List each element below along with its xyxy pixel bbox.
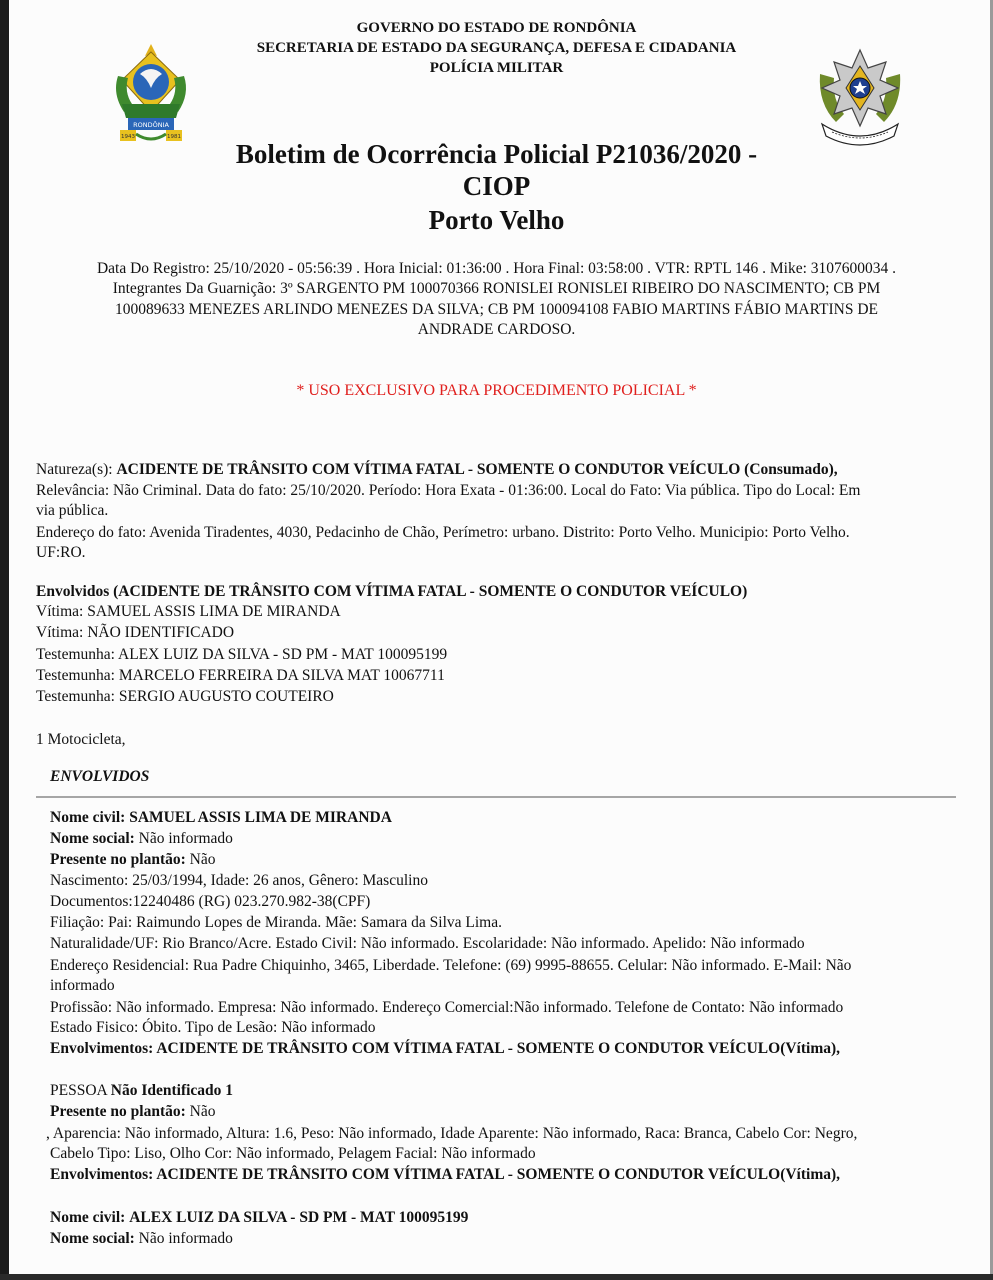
natureza-value: ACIDENTE DE TRÂNSITO COM VÍTIMA FATAL - SOMENTE O CONDUTOR VEÍCULO (Consumado), [116,461,838,478]
p3-social-line [50,1230,233,1248]
p3-name-value: ALEX LUIZ DA SILVA - SD PM - MAT 100095199 [129,1209,469,1226]
p2-plantao-value: Não [189,1103,216,1120]
p3-social-value: Não informado [138,1230,233,1247]
p1-social-line [50,830,233,848]
crest-year-1: 1943 [121,134,135,140]
p1-documents-line: Documentos:12240486 (RG) 023.270.982-38(CPF) [50,893,371,910]
p2-appearance-line: , Aparencia: Não informado, Altura: 1.6, Peso: Não informado, Idade Aparente: Não informado, Raca: Branca, Cabelo Cor: Negro, [46,1125,858,1142]
p3-name-label: Nome civil: [50,1209,126,1226]
involved-item: Testemunha: MARCELO FERREIRA DA SILVA MAT 10067711 [36,667,445,684]
p1-profession-line: Profissão: Não informado. Empresa: Não informado. Endereço Comercial:Não informado. Telefone de Contato: Não informado [50,999,844,1016]
p1-plantao-label: Presente no plantão: [50,851,186,868]
p1-name-value: SAMUEL ASSIS LIMA DE MIRANDA [129,809,392,826]
fact-address-line: Endereço do fato: Avenida Tiradentes, 4030, Pedacinho de Chão, Perímetro: urbano. Distrito: Porto Velho. Municipio: Porto Velho. [36,524,850,541]
involved-item: Vítima: SAMUEL ASSIS LIMA DE MIRANDA [36,603,341,620]
header-government: GOVERNO DO ESTADO DE RONDÔNIA [356,20,637,36]
p2-plantao-label: Presente no plantão: [50,1103,186,1120]
natureza-line [36,461,838,479]
natureza-label: Natureza(s): [36,461,113,478]
team-line-3: ANDRADE CARDOSO. [417,321,576,338]
p2-pessoa-value: Não Identificado 1 [110,1082,234,1099]
p2-appearance-line-cont: Cabelo Tipo: Liso, Olho Cor: Não informado, Pelagem Facial: Não informado [50,1145,536,1162]
relevancia-line: Relevância: Não Criminal. Data do fato: 25/10/2020. Período: Hora Exata - 01:36:00. Local do Fato: Via pública. Tipo do Local: Em [36,482,861,499]
header-police: POLÍCIA MILITAR [429,60,564,76]
envolvidos-heading: Envolvidos (ACIDENTE DE TRÂNSITO COM VÍTIMA FATAL - SOMENTE O CONDUTOR VEÍCULO) [36,583,748,600]
team-line-2: 100089633 MENEZES ARLINDO MENEZES DA SILVA; CB PM 100094108 FABIO MARTINS FÁBIO MARTINS DE [114,301,878,318]
vehicles-line: 1 Motocicleta, [36,731,126,748]
p1-birth-line: Nascimento: 25/03/1994, Idade: 26 anos, Gênero: Masculino [50,872,428,889]
p1-envolvimentos-line: Envolvimentos: ACIDENTE DE TRÂNSITO COM VÍTIMA FATAL - SOMENTE O CONDUTOR VEÍCULO(Vítima), [50,1040,841,1057]
photo-frame-bottom-edge [0,1274,993,1280]
police-use-notice: * USO EXCLUSIVO PARA PROCEDIMENTO POLICIAL * [296,382,697,399]
relevancia-line-cont: via pública. [36,502,109,519]
crest-label: RONDÔNIA [133,121,169,129]
p2-pessoa-label: PESSOA [50,1082,107,1099]
p1-name-label: Nome civil: [50,809,126,826]
section-divider [36,796,956,798]
envolvidos-section-heading: ENVOLVIDOS [50,768,150,785]
involved-item: Vítima: NÃO IDENTIFICADO [36,624,235,641]
p1-social-label: Nome social: [50,830,135,847]
p1-naturality-line: Naturalidade/UF: Rio Branco/Acre. Estado Civil: Não informado. Escolaridade: Não informado. Apelido: Não informado [50,935,805,952]
p1-plantao-line [50,851,215,869]
p1-state-line: Estado Fisico: Óbito. Tipo de Lesão: Não informado [50,1019,376,1036]
crest-year-2: 1981 [167,134,181,140]
p1-address-line: Endereço Residencial: Rua Padre Chiquinho, 3465, Liberdade. Telefone: (69) 9995-88655. Celular: Não informado. E-Mail: Não [50,957,852,974]
p1-parents-line: Filiação: Pai: Raimundo Lopes de Miranda. Mãe: Samara da Silva Lima. [50,914,502,931]
report-city: Porto Velho [428,205,565,235]
p1-social-value: Não informado [138,830,233,847]
p2-envolvimentos-line: Envolvimentos: ACIDENTE DE TRÂNSITO COM VÍTIMA FATAL - SOMENTE O CONDUTOR VEÍCULO(Vítima), [50,1166,841,1183]
p1-address-line-cont: informado [50,977,115,994]
fact-address-line-cont: UF:RO. [36,544,86,561]
p2-pessoa-line [50,1082,233,1100]
involved-item: Testemunha: SERGIO AUGUSTO COUTEIRO [36,688,334,705]
p3-name-line [50,1209,468,1227]
p1-name-line [50,809,392,827]
military-police-badge-icon [814,44,906,148]
registry-line: Data Do Registro: 25/10/2020 - 05:56:39 . Hora Inicial: 01:36:00 . Hora Final: 03:58:00 . VTR: RPTL 146 . Mike: 3107600034 . [96,260,897,277]
report-title: Boletim de Ocorrência Policial P21036/2020 - [235,139,758,169]
report-unit: CIOP [462,171,531,201]
p2-plantao-line [50,1103,215,1121]
p3-social-label: Nome social: [50,1230,135,1247]
team-line-1: Integrantes Da Guarnição: 3º SARGENTO PM 100070366 RONISLEI RONISLEI RIBEIRO DO NASCIMENTO; CB PM [112,280,881,297]
header-secretariat: SECRETARIA DE ESTADO DA SEGURANÇA, DEFESA E CIDADANIA [256,40,737,56]
p1-plantao-value: Não [189,851,216,868]
involved-item: Testemunha: ALEX LUIZ DA SILVA - SD PM - MAT 100095199 [36,646,448,663]
